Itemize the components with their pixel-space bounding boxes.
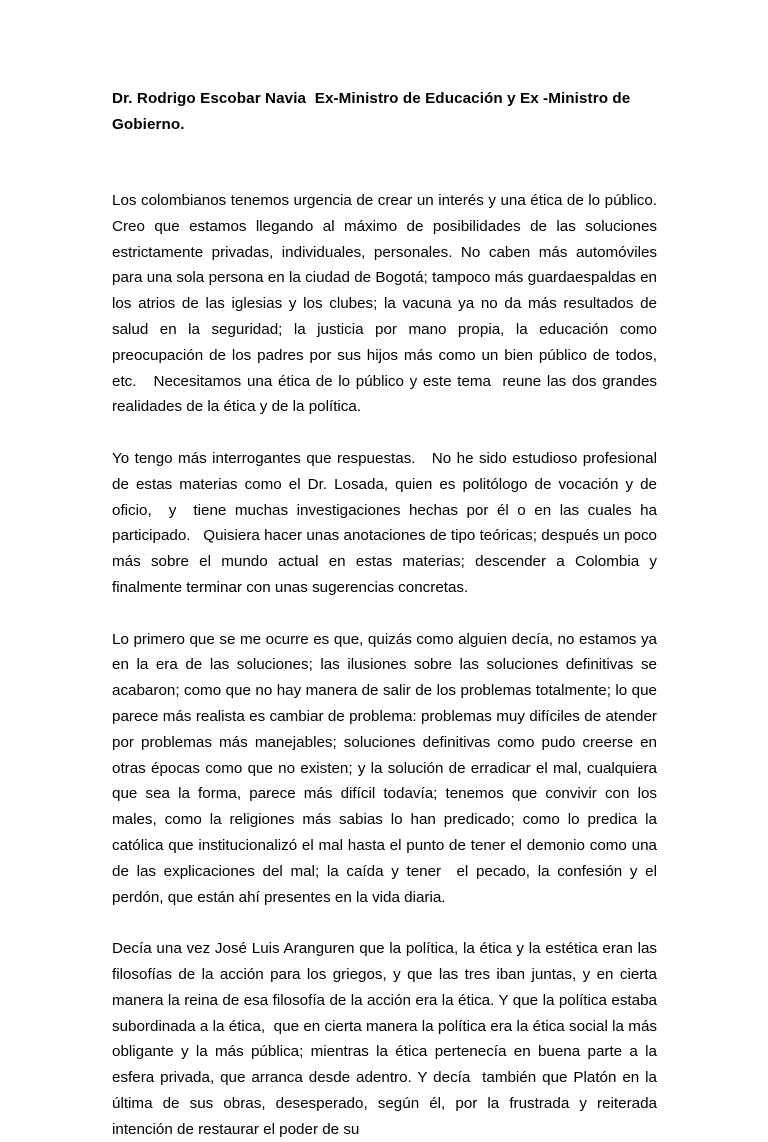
document-heading: Dr. Rodrigo Escobar Navia Ex-Ministro de Educación y Ex -Ministro de Gobierno. <box>112 90 635 133</box>
body-paragraph: Lo primero que se me ocurre es que, quizás como alguien decía, no estamos ya en la era de las soluciones; las ilusiones sobre las soluciones definitivas se acabaron; como que no hay manera de salir de los problemas totalmente; lo que parece más realista es cambiar de problema: problemas muy difíciles de atender por problemas más manejables; soluciones definitivas como pudo creerse en otras épocas como que no existen; y la solución de erradicar el mal, cualquiera que sea la forma, parece más difícil todavía; tenemos que convivir con los males, como la religiones más sabias lo han predicado; como lo predica la católica que institucionalizó el mal hasta el punto de tener el demonio como una de las explicaciones del mal; la caída y tener el pecado, la confesión y el perdón, que están ahí presentes en la vida diaria. <box>112 630 662 906</box>
document-body <box>112 188 662 1142</box>
body-paragraph: Los colombianos tenemos urgencia de crear un interés y una ética de lo público. Creo que estamos llegando al máximo de posibilidades de las soluciones estrictamente privadas, individuales, personales. No caben más automóviles para una sola persona en la ciudad de Bogotá; tampoco más guardaespaldas en los atrios de las iglesias y los clubes; la vacuna ya no da más resultados de salud en la seguridad; la justicia por mano propia, la educación como preocupación de los padres por sus hijos más como un bien público de todos, etc. Necesitamos una ética de lo público y este tema reune las dos grandes realidades de la ética y de la política. <box>112 192 662 416</box>
body-paragraph: Decía una vez José Luis Aranguren que la política, la ética y la estética eran las filosofías de la acción para los griegos, y que las tres iban juntas, y en cierta manera la reina de esa filosofía de la acción era la ética. Y que la política estaba subordinada a la ética, que en cierta manera la política era la ética social la más obligante y la más pública; mientras la ética pertenecía en buena parte a la esfera privada, que arranca desde adentro. Y decía también que Platón en la última de sus obras, desesperado, según él, por la frustrada y reiterada intención de restaurar el poder de su <box>112 940 662 1138</box>
body-paragraph: Yo tengo más interrogantes que respuestas. No he sido estudioso profesional de estas materias como el Dr. Losada, quien es politólogo de vocación y de oficio, y tiene muchas investigaciones hechas por él o en las cuales ha participado. Quisiera hacer unas anotaciones de tipo teóricas; después un poco más sobre el mundo actual en estas materias; descender a Colombia y finalmente terminar con unas sugerencias concretas. <box>112 449 662 596</box>
